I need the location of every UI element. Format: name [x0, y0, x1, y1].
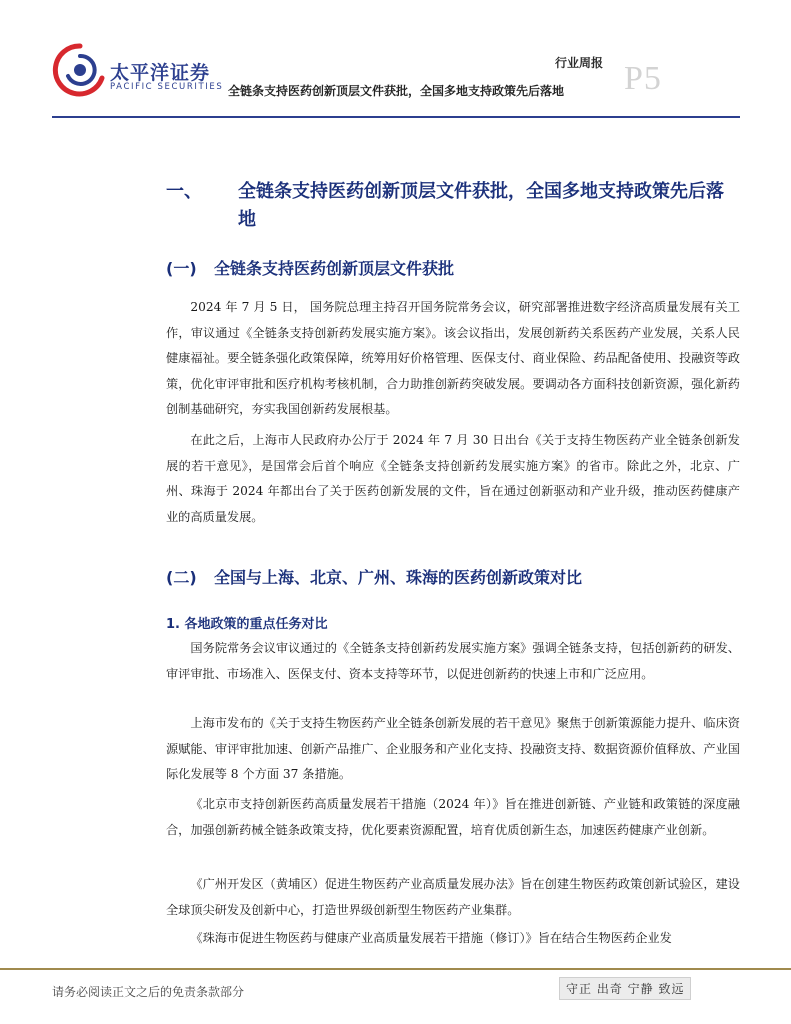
brand-name-cn: 太平洋证券 — [110, 62, 211, 84]
pacific-securities-logo-icon — [52, 42, 108, 98]
footer-divider — [0, 968, 791, 970]
chapter-title: 全链条支持医药创新顶层文件获批，全国多地支持政策先后落地 — [238, 181, 724, 230]
paragraph: 国务院常务会议审议通过的《全链条支持创新药发展实施方案》强调全链条支持，包括创新药的研发、审评审批、市场准入、医保支付、资本支持等环节，以促进创新药的快速上市和广泛应用。 — [166, 641, 740, 681]
section-title: 全国与上海、北京、广州、珠海的医药创新政策对比 — [214, 568, 583, 587]
paragraph: 《北京市支持创新医药高质量发展若干措施（2024 年）》旨在推进创新链、产业链和政策链的深度融合，加强创新药械全链条政策支持，优化要素资源配置，培育优质创新生态，加速医药健康产业创新。 — [166, 797, 740, 837]
paragraph: 在此之后，上海市人民政府办公厅于 2024 年 7 月 30 日出台《关于支持生物医药产业全链条创新发展的若干意见》，是国常会后首个响应《全链条支持创新药发展实施方案》的省市。除此之外，北京、广州、珠海于 2024 年都出台了关于医药创新发展的文件，旨在通过创新驱动和产业升级，推动医药健康产业的高质量发展。 — [166, 433, 740, 524]
header-divider — [52, 116, 740, 118]
company-motto: 守正 出奇 宁静 致远 — [559, 977, 691, 1000]
paragraph: 《广州开发区（黄埔区）促进生物医药产业高质量发展办法》旨在创建生物医药政策创新试验区，建设全球顶尖研发及创新中心，打造世界级创新型生物医药产业集群。 — [166, 877, 740, 917]
paragraph: 《珠海市促进生物医药与健康产业高质量发展若干措施（修订）》旨在结合生物医药企业发 — [190, 931, 672, 945]
paragraph: 2024 年 7 月 5 日， 国务院总理主持召开国务院常务会议，研究部署推进数字经济高质量发展有关工作，审议通过《全链条支持创新药发展实施方案》。该会议指出，发展创新药关系医药产业发展，关系人民健康福祉。要全链条强化政策保障，统筹用好价格管理、医保支付、商业保险、药品配备使用、投融资等政策，优化审评审批和医疗机构考核机制，合力助推创新药突破发展。要调动各方面科技创新资源，强化新药创制基础研究，夯实我国创新药发展根基。 — [166, 300, 740, 416]
report-type: 行业周报 — [555, 56, 604, 70]
page-header — [0, 0, 791, 120]
section-heading-1 — [166, 256, 454, 279]
section-number: (二) — [166, 568, 197, 587]
paragraph: 上海市发布的《关于支持生物医药产业全链条创新发展的若干意见》聚焦于创新策源能力提升、临床资源赋能、审评审批加速、创新产品推广、企业服务和产业化支持、投融资支持、数据资源价值释放、产业国际化发展等 8 个方面 37 条措施。 — [166, 716, 740, 781]
disclaimer-note: 请务必阅读正文之后的免责条款部分 — [52, 985, 245, 999]
section-number: (一) — [166, 259, 197, 278]
section-title: 全链条支持医药创新顶层文件获批 — [214, 259, 455, 278]
chapter-number: 一、 — [166, 181, 202, 202]
subsection-heading: 1. 各地政策的重点任务对比 — [166, 617, 328, 632]
page-number: P5 — [624, 60, 662, 97]
section-heading-2 — [166, 565, 582, 588]
brand-name-en: PACIFIC SECURITIES — [110, 82, 224, 92]
running-title: 全链条支持医药创新顶层文件获批，全国多地支持政策先后落地 — [228, 84, 565, 98]
